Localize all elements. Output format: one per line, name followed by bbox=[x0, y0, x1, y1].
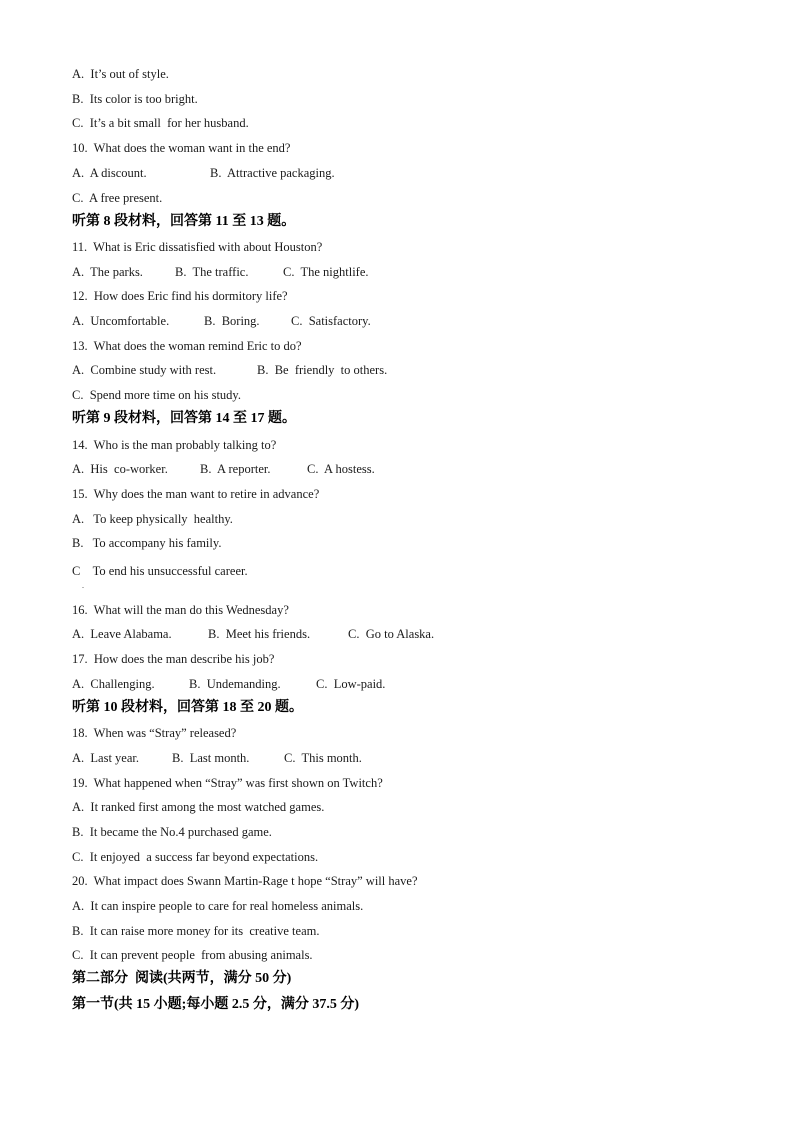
option-b: B. Boring. bbox=[204, 314, 260, 328]
question-20: 20. What impact does Swann Martin-Rage t hope “Stray” will have? bbox=[72, 874, 418, 888]
option-b: B. Meet his friends. bbox=[208, 627, 311, 641]
section-one-heading: 第一节(共 15 小题;每小题 2.5 分，满分 37.5 分) bbox=[72, 997, 359, 1012]
section-heading-9: 听第 9 段材料，回答第 14 至 17 题。 bbox=[72, 411, 296, 426]
stray-dot: . bbox=[82, 581, 84, 590]
question-15: 15. Why does the man want to retire in advance? bbox=[72, 487, 320, 501]
question-13: 13. What does the woman remind Eric to do? bbox=[72, 339, 302, 353]
option-a: A. A discount. bbox=[72, 166, 147, 180]
question-10: 10. What does the woman want in the end? bbox=[72, 141, 291, 155]
option-b: B. A reporter. bbox=[200, 462, 271, 476]
option-b: B. Undemanding. bbox=[189, 677, 281, 691]
option-c: C. The nightlife. bbox=[283, 265, 369, 279]
option-c: C. Low-paid. bbox=[316, 677, 386, 691]
question-14: 14. Who is the man probably talking to? bbox=[72, 438, 277, 452]
option-b: B. It became the No.4 purchased game. bbox=[72, 825, 272, 839]
section-heading-10: 听第 10 段材料，回答第 18 至 20 题。 bbox=[72, 700, 303, 715]
option-a: A. Combine study with rest. bbox=[72, 363, 217, 377]
option-a: A. Leave Alabama. bbox=[72, 627, 172, 641]
option-a: A. Last year. bbox=[72, 751, 139, 765]
option-b: B. It can raise more money for its creative team. bbox=[72, 924, 320, 938]
option-c: C To end his unsuccessful career. bbox=[72, 564, 248, 578]
question-19: 19. What happened when “Stray” was first shown on Twitch? bbox=[72, 776, 383, 790]
option-a: A. It ranked first among the most watched games. bbox=[72, 800, 325, 814]
option-line: A. It’s out of style. bbox=[72, 67, 169, 81]
option-a: A. The parks. bbox=[72, 265, 143, 279]
option-b: B. Attractive packaging. bbox=[210, 166, 335, 180]
section-heading-8: 听第 8 段材料，回答第 11 至 13 题。 bbox=[72, 214, 296, 229]
option-b: B. Last month. bbox=[172, 751, 250, 765]
option-a: A. His co-worker. bbox=[72, 462, 168, 476]
option-c: C. It can prevent people from abusing animals. bbox=[72, 948, 313, 962]
option-c: C. Spend more time on his study. bbox=[72, 388, 241, 402]
option-c: C. Satisfactory. bbox=[291, 314, 371, 328]
question-12: 12. How does Eric find his dormitory life? bbox=[72, 289, 288, 303]
option-a: A. Uncomfortable. bbox=[72, 314, 170, 328]
question-16: 16. What will the man do this Wednesday? bbox=[72, 603, 289, 617]
option-line: B. Its color is too bright. bbox=[72, 92, 198, 106]
question-17: 17. How does the man describe his job? bbox=[72, 652, 275, 666]
question-11: 11. What is Eric dissatisfied with about Houston? bbox=[72, 240, 323, 254]
option-a: A. Challenging. bbox=[72, 677, 155, 691]
option-b: B. Be friendly to others. bbox=[257, 363, 388, 377]
option-c: C. This month. bbox=[284, 751, 362, 765]
option-c: C. It enjoyed a success far beyond expectations. bbox=[72, 850, 319, 864]
option-b: B. The traffic. bbox=[175, 265, 249, 279]
part-two-heading: 第二部分 阅读(共两节，满分 50 分) bbox=[72, 971, 292, 986]
option-a: A. It can inspire people to care for real homeless animals. bbox=[72, 899, 364, 913]
option-c: C. A free present. bbox=[72, 191, 163, 205]
option-c: C. Go to Alaska. bbox=[348, 627, 435, 641]
question-18: 18. When was “Stray” released? bbox=[72, 726, 237, 740]
option-a: A. To keep physically healthy. bbox=[72, 512, 233, 526]
option-c: C. A hostess. bbox=[307, 462, 375, 476]
option-b: B. To accompany his family. bbox=[72, 536, 222, 550]
option-line: C. It’s a bit small for her husband. bbox=[72, 116, 249, 130]
